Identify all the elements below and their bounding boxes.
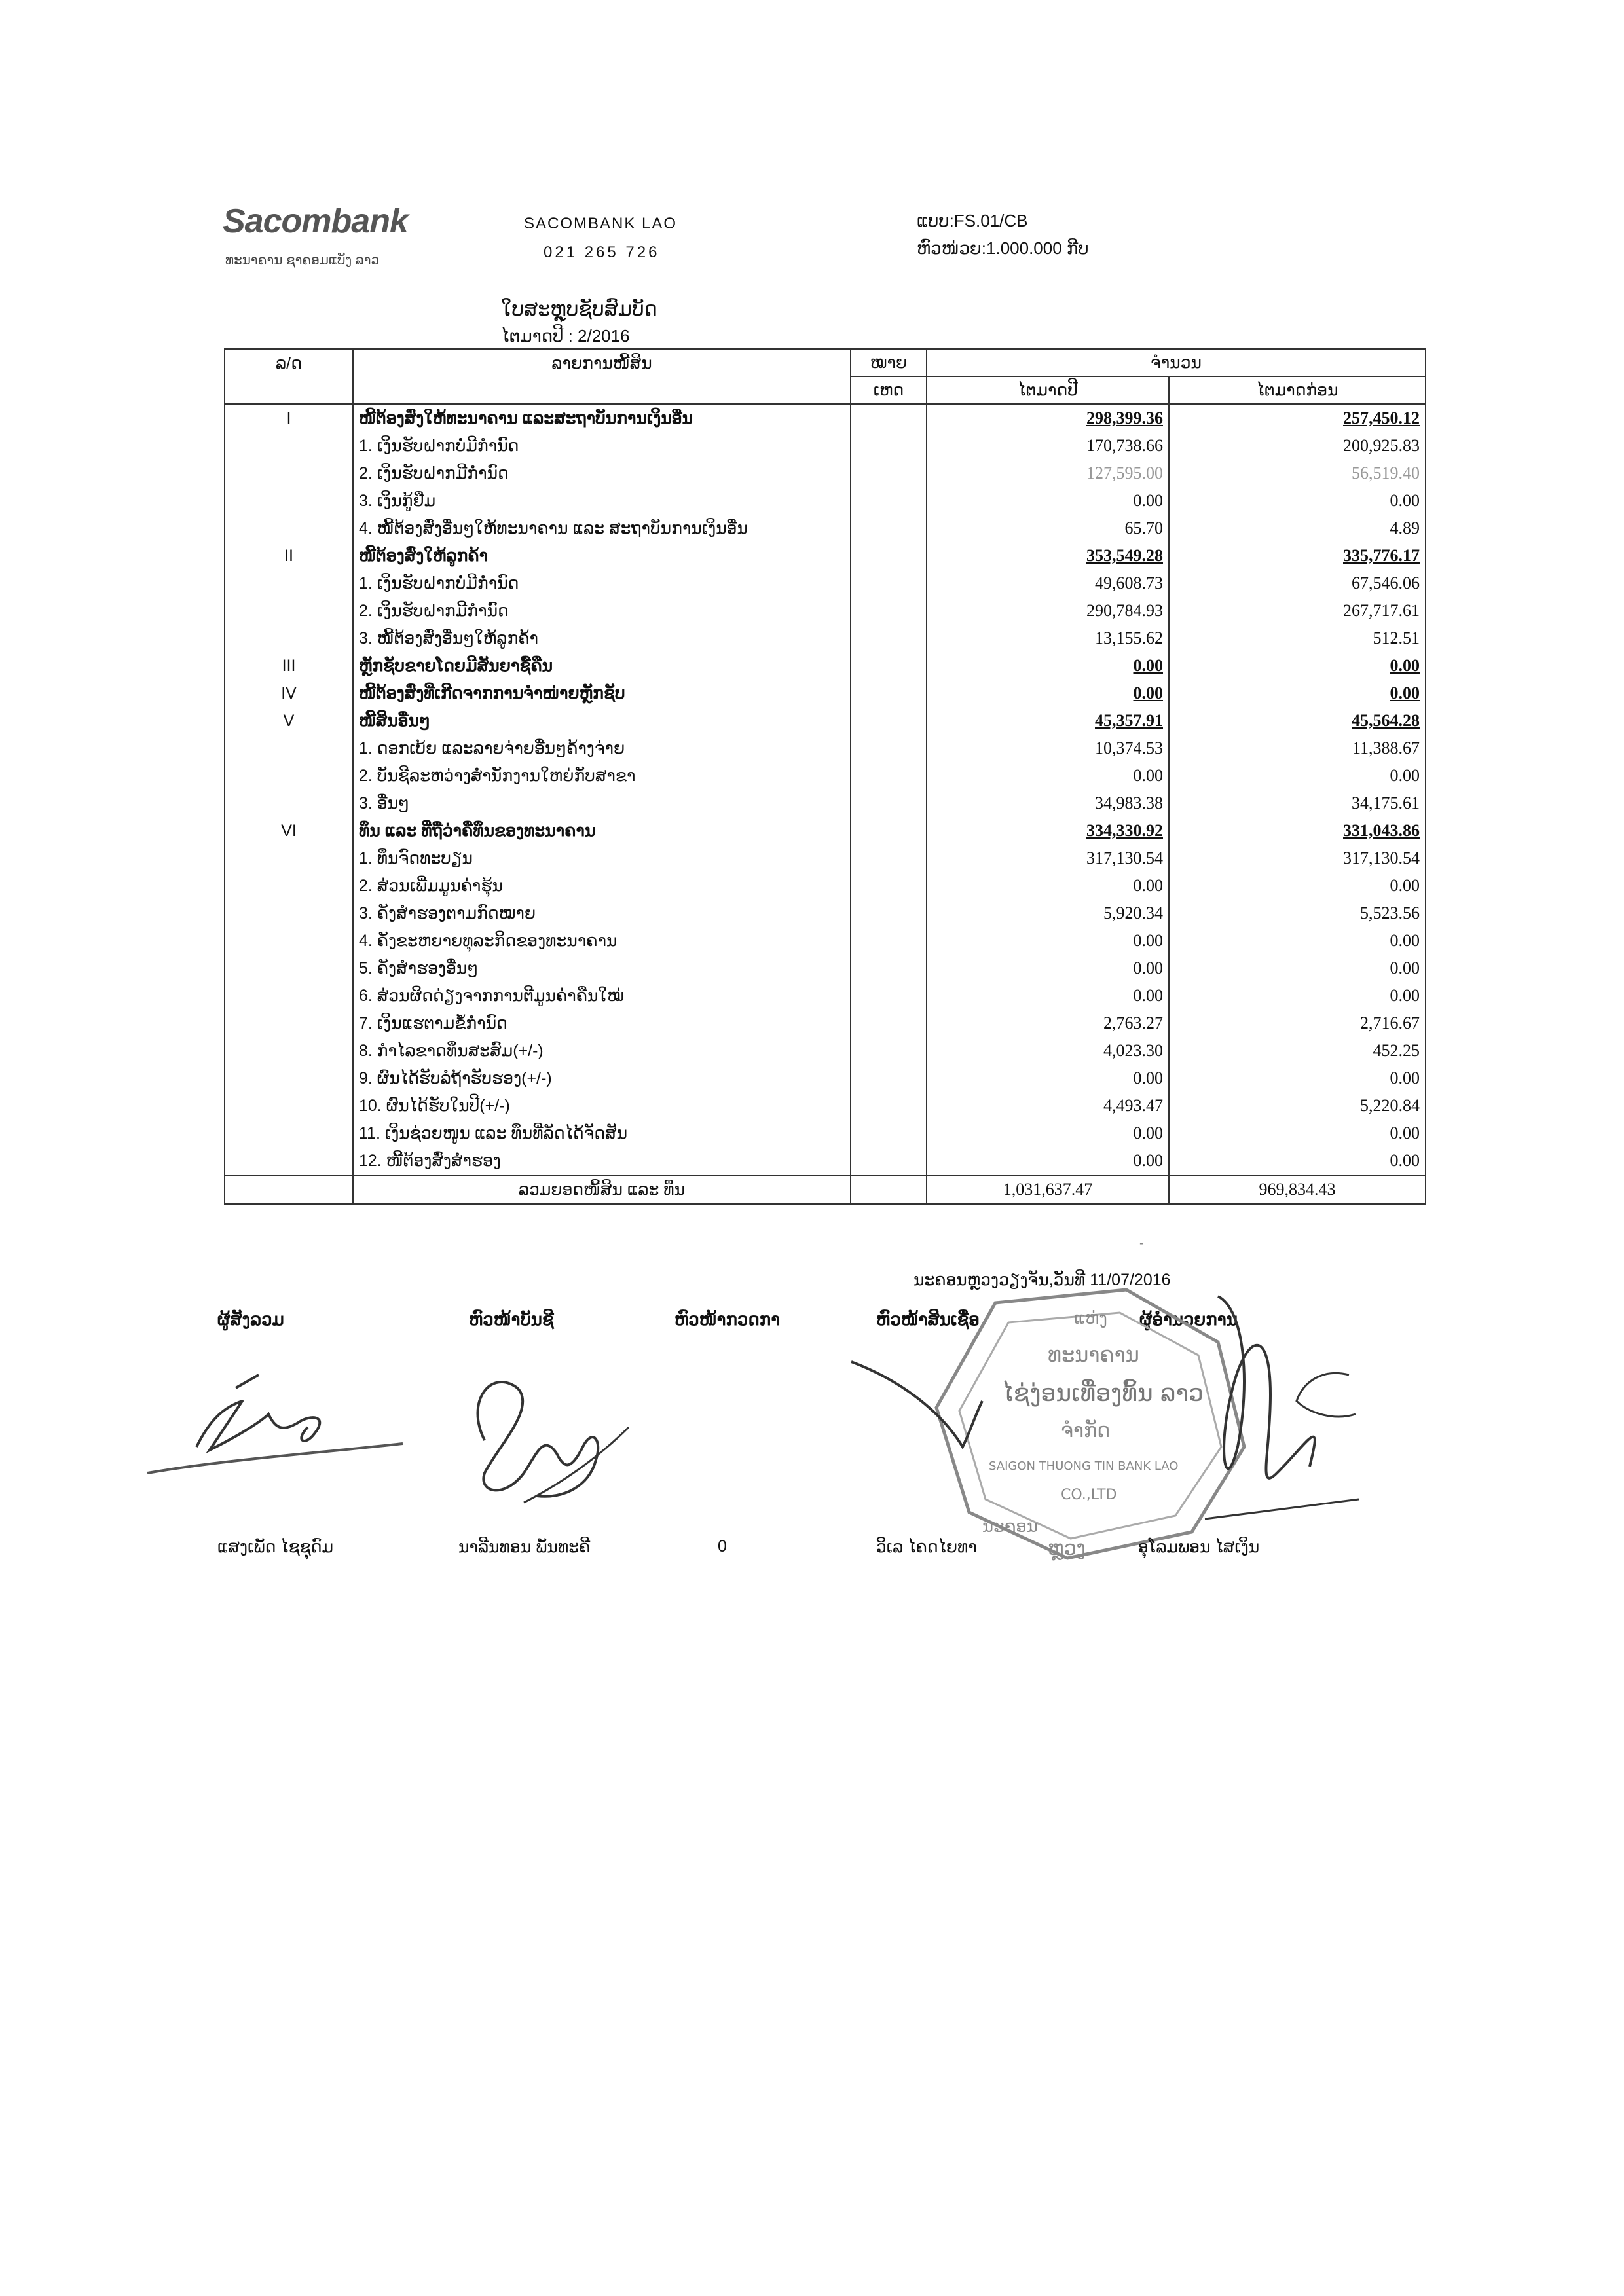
row-no: [225, 1092, 353, 1120]
table-row: [225, 845, 1426, 872]
balance-sheet-table: [224, 348, 1426, 1205]
row-no: [225, 982, 353, 1010]
row-item: 3. ເງິນກູ້ຢືມ: [353, 487, 851, 515]
row-item: ຫຼັກຊັບຂາຍໂດຍມີສັນຍາຊື້ຄືນ: [353, 652, 851, 680]
stamp-line-7: ນະຄອນ: [982, 1517, 1039, 1537]
row-current: 0.00: [927, 762, 1169, 790]
table-row: [225, 1147, 1426, 1175]
row-previous: 0.00: [1169, 955, 1426, 982]
table-row: [225, 487, 1426, 515]
sig-name-director: ອຸໂລມພອນ ໄສເງິນ: [1138, 1538, 1260, 1556]
table-row: [225, 404, 1426, 432]
row-note: [851, 817, 927, 845]
table-row: [225, 1092, 1426, 1120]
row-previous: 0.00: [1169, 982, 1426, 1010]
table-row: [225, 735, 1426, 762]
table-row: [225, 872, 1426, 900]
row-note: [851, 542, 927, 570]
row-item: 6. ສ່ວນຜິດດ່ຽງຈາກການຕີມູນຄ່າຄືນໃໝ່: [353, 982, 851, 1010]
row-note: [851, 955, 927, 982]
signature-compiler: [144, 1362, 406, 1493]
row-previous: 0.00: [1169, 487, 1426, 515]
table-row: [225, 1120, 1426, 1147]
row-item: 11. ເງິນຊ່ວຍໜູນ ແລະ ທຶນທີ່ລັດໄດ້ຈັດສັນ: [353, 1120, 851, 1147]
total-note: [851, 1175, 927, 1204]
row-previous: 331,043.86: [1169, 817, 1426, 845]
table-row: [225, 817, 1426, 845]
row-no: [225, 487, 353, 515]
row-no: [225, 1010, 353, 1037]
row-note: [851, 1065, 927, 1092]
sig-name-compiler: ແສງເພັດ ໄຊຊຸດົມ: [217, 1538, 334, 1556]
row-current: 0.00: [927, 927, 1169, 955]
row-previous: 0.00: [1169, 1120, 1426, 1147]
row-item: 9. ຜົນໄດ້ຮັບລໍຖ້າຮັບຮອງ(+/-): [353, 1065, 851, 1092]
row-current: 13,155.62: [927, 625, 1169, 652]
row-current: 317,130.54: [927, 845, 1169, 872]
page-title: ໃບສະຫຼຸບຊັບສົມບັດ: [501, 299, 657, 320]
row-current: 0.00: [927, 955, 1169, 982]
row-note: [851, 707, 927, 735]
row-item: 3. ໜີ້ຕ້ອງສົ່ງອື່ນໆໃຫ້ລູກຄ້າ: [353, 625, 851, 652]
table-row: [225, 597, 1426, 625]
row-item: 12. ໜີ້ຕ້ອງສົ່ງສຳຮອງ: [353, 1147, 851, 1175]
row-current: 298,399.36: [927, 404, 1169, 432]
col-note-header-bottom: ເຫດ: [851, 376, 927, 404]
table-row: [225, 790, 1426, 817]
period-label: ໄຕມາດປີ : 2/2016: [501, 326, 630, 346]
bank-logo-subtitle: ທະນາຄານ ຊາຄອມແບັງ ລາວ: [225, 253, 380, 268]
row-previous: 0.00: [1169, 1147, 1426, 1175]
row-current: 334,330.92: [927, 817, 1169, 845]
col-previous-header: ໄຕມາດກ່ອນ: [1169, 376, 1426, 404]
total-label: ລວມຍອດໜີ້ສິນ ແລະ ທຶນ: [353, 1175, 851, 1204]
row-previous: 200,925.83: [1169, 432, 1426, 460]
row-current: 0.00: [927, 1147, 1169, 1175]
row-current: 353,549.28: [927, 542, 1169, 570]
row-note: [851, 432, 927, 460]
sig-title-chief-credit: ຫົວໜ້າສິນເຊື່ອ: [876, 1309, 980, 1329]
sig-name-chief-accountant: ນາລີນທອນ ພັນທະຄີ: [458, 1538, 591, 1556]
table-row: [225, 570, 1426, 597]
row-item: 2. ເງິນຮັບຝາກມີກຳນົດ: [353, 597, 851, 625]
col-no-header-blank: [225, 376, 353, 404]
row-note: [851, 872, 927, 900]
col-current-header: ໄຕມາດປີ: [927, 376, 1169, 404]
total-current: 1,031,637.47: [927, 1175, 1169, 1204]
row-previous: 267,717.61: [1169, 597, 1426, 625]
row-note: [851, 1120, 927, 1147]
bank-name: SACOMBANK LAO: [524, 215, 678, 232]
row-no: [225, 1120, 353, 1147]
row-previous: 34,175.61: [1169, 790, 1426, 817]
row-no: [225, 872, 353, 900]
sig-title-chief-accountant: ຫົວໜ້າບັນຊີ: [469, 1309, 554, 1329]
row-no: [225, 790, 353, 817]
row-note: [851, 845, 927, 872]
col-item-header-blank: [353, 376, 851, 404]
row-item: 1. ເງິນຮັບຝາກບໍ່ມີກຳນົດ: [353, 570, 851, 597]
table-row: [225, 900, 1426, 927]
signature-chief-accountant: [445, 1362, 642, 1512]
row-no: [225, 762, 353, 790]
table-row: [225, 982, 1426, 1010]
sig-title-director: ຜູ້ອຳນວຍການ: [1139, 1309, 1238, 1329]
row-item: 2. ສ່ວນເພີ່ມມູນຄ່າຮຸ້ນ: [353, 872, 851, 900]
row-note: [851, 900, 927, 927]
small-dash: -: [1139, 1236, 1144, 1250]
row-note: [851, 1092, 927, 1120]
row-item: ໜີ້ຕ້ອງສົ່ງທີ່ເກີດຈາກການຈຳໜ່າຍຫຼັກຊັບ: [353, 680, 851, 707]
row-previous: 257,450.12: [1169, 404, 1426, 432]
bank-logo: Sacombank: [223, 202, 408, 240]
row-note: [851, 404, 927, 432]
row-no: II: [225, 542, 353, 570]
header-row-top: [225, 349, 1426, 376]
row-note: [851, 515, 927, 542]
row-current: 49,608.73: [927, 570, 1169, 597]
sig-title-compiler: ຜູ້ສັງລວມ: [217, 1309, 284, 1329]
row-no: [225, 625, 353, 652]
row-current: 0.00: [927, 487, 1169, 515]
table-row: [225, 652, 1426, 680]
table-body: [225, 404, 1426, 1175]
row-no: [225, 460, 353, 487]
row-current: 4,493.47: [927, 1092, 1169, 1120]
row-item: 1. ທຶນຈົດທະບຽນ: [353, 845, 851, 872]
row-previous: 0.00: [1169, 927, 1426, 955]
row-current: 5,920.34: [927, 900, 1169, 927]
row-previous: 0.00: [1169, 872, 1426, 900]
row-item: 1. ດອກເບ້ຍ ແລະລາຍຈ່າຍອື່ນໆຄ້າງຈ່າຍ: [353, 735, 851, 762]
row-current: 127,595.00: [927, 460, 1169, 487]
row-item: 3. ຄັງສຳຮອງຕາມກົດໝາຍ: [353, 900, 851, 927]
row-previous: 317,130.54: [1169, 845, 1426, 872]
table-row: [225, 680, 1426, 707]
row-current: 0.00: [927, 872, 1169, 900]
row-no: III: [225, 652, 353, 680]
bank-phone: 021 265 726: [544, 244, 660, 261]
table-row: [225, 515, 1426, 542]
row-no: [225, 1037, 353, 1065]
row-previous: 45,564.28: [1169, 707, 1426, 735]
row-item: ໜີ້ຕ້ອງສົ່ງໃຫ້ທະນາຄານ ແລະສະຖາບັນການເງິນອື່ນ: [353, 404, 851, 432]
certification-date: ນະຄອນຫຼວງວຽງຈັນ,ວັນທີ 11/07/2016: [913, 1271, 1171, 1289]
row-previous: 512.51: [1169, 625, 1426, 652]
total-previous: 969,834.43: [1169, 1175, 1426, 1204]
form-code: ແບບ:FS.01/CB: [917, 211, 1028, 230]
row-no: [225, 900, 353, 927]
row-current: 0.00: [927, 652, 1169, 680]
table-row: [225, 762, 1426, 790]
row-previous: 2,716.67: [1169, 1010, 1426, 1037]
row-item: ໜີ້ສິນອື່ນໆ: [353, 707, 851, 735]
row-note: [851, 1037, 927, 1065]
row-note: [851, 460, 927, 487]
header-row-bottom: [225, 376, 1426, 404]
row-no: VI: [225, 817, 353, 845]
table-row: [225, 625, 1426, 652]
row-current: 0.00: [927, 982, 1169, 1010]
row-item: 7. ເງິນແຮຕາມຂໍ້ກຳນົດ: [353, 1010, 851, 1037]
row-note: [851, 625, 927, 652]
row-no: [225, 570, 353, 597]
row-item: 8. ກຳໄລຂາດທຶນສະສົມ(+/-): [353, 1037, 851, 1065]
row-current: 0.00: [927, 1120, 1169, 1147]
row-note: [851, 927, 927, 955]
row-current: 290,784.93: [927, 597, 1169, 625]
row-previous: 0.00: [1169, 680, 1426, 707]
row-current: 45,357.91: [927, 707, 1169, 735]
row-item: 5. ຄັງສຳຮອງອື່ນໆ: [353, 955, 851, 982]
row-item: 2. ບັນຊີລະຫວ່າງສຳນັກງານໃຫຍ່ກັບສາຂາ: [353, 762, 851, 790]
row-no: [225, 1147, 353, 1175]
row-previous: 56,519.40: [1169, 460, 1426, 487]
row-no: [225, 927, 353, 955]
row-current: 34,983.38: [927, 790, 1169, 817]
row-previous: 335,776.17: [1169, 542, 1426, 570]
row-note: [851, 597, 927, 625]
total-row: [225, 1175, 1426, 1204]
stamp-line-1: ແຫ່ງ: [1074, 1309, 1107, 1328]
table-row: [225, 707, 1426, 735]
col-note-header-top: ໝາຍ: [851, 349, 927, 376]
table-row: [225, 955, 1426, 982]
stamp-line-6: CO.,LTD: [1061, 1487, 1117, 1503]
row-no: I: [225, 404, 353, 432]
table-row: [225, 927, 1426, 955]
row-item: 10. ຜົນໄດ້ຮັບໃນປີ(+/-): [353, 1092, 851, 1120]
row-current: 0.00: [927, 1065, 1169, 1092]
row-no: V: [225, 707, 353, 735]
row-note: [851, 652, 927, 680]
unit-label: ຫົວໜ່ວຍ:1.000.000 ກີບ: [917, 238, 1089, 258]
row-item: 2. ເງິນຮັບຝາກມີກຳນົດ: [353, 460, 851, 487]
row-previous: 5,523.56: [1169, 900, 1426, 927]
row-item: 4. ຄັງຂະຫຍາຍທຸລະກິດຂອງທະນາຄານ: [353, 927, 851, 955]
row-item: 3. ອື່ນໆ: [353, 790, 851, 817]
sig-name-chief-audit: 0: [718, 1537, 727, 1556]
row-previous: 452.25: [1169, 1037, 1426, 1065]
stamp-line-3: ໄຊ່ງ່ອນເທື່ອງທິ້ນ ລາວ: [1002, 1380, 1204, 1407]
row-previous: 0.00: [1169, 762, 1426, 790]
row-note: [851, 487, 927, 515]
row-note: [851, 570, 927, 597]
row-previous: 5,220.84: [1169, 1092, 1426, 1120]
total-no: [225, 1175, 353, 1204]
row-no: [225, 1065, 353, 1092]
row-current: 4,023.30: [927, 1037, 1169, 1065]
sig-name-chief-credit: ວິເລ ໄຄດໄຍທາ: [876, 1538, 977, 1556]
row-previous: 11,388.67: [1169, 735, 1426, 762]
row-note: [851, 1147, 927, 1175]
company-stamp: [851, 1283, 1362, 1565]
col-amount-header: ຈຳນວນ: [927, 349, 1426, 376]
row-no: [225, 597, 353, 625]
stamp-line-4: ຈຳກັດ: [1061, 1419, 1111, 1442]
row-note: [851, 1010, 927, 1037]
row-previous: 0.00: [1169, 652, 1426, 680]
table-row: [225, 432, 1426, 460]
row-previous: 67,546.06: [1169, 570, 1426, 597]
row-item: ໜີ້ຕ້ອງສົ່ງໃຫ້ລູກຄ້າ: [353, 542, 851, 570]
row-no: [225, 735, 353, 762]
row-current: 170,738.66: [927, 432, 1169, 460]
stamp-line-5: SAIGON THUONG TIN BANK LAO: [989, 1459, 1179, 1473]
row-no: [225, 432, 353, 460]
table-row: [225, 1010, 1426, 1037]
row-no: [225, 515, 353, 542]
row-item: 4. ໜີ້ຕ້ອງສົ່ງອື່ນໆໃຫ້ທະນາຄານ ແລະ ສະຖາບັນການເງິນອື່ນ: [353, 515, 851, 542]
col-no-header: ລ/ດ: [225, 349, 353, 376]
table-row: [225, 460, 1426, 487]
row-current: 0.00: [927, 680, 1169, 707]
col-item-header: ລາຍການໜີ້ສິນ: [353, 349, 851, 376]
row-no: [225, 955, 353, 982]
row-note: [851, 762, 927, 790]
row-current: 10,374.53: [927, 735, 1169, 762]
row-no: [225, 845, 353, 872]
table-row: [225, 1065, 1426, 1092]
row-note: [851, 982, 927, 1010]
row-current: 65.70: [927, 515, 1169, 542]
row-previous: 0.00: [1169, 1065, 1426, 1092]
sig-title-chief-audit: ຫົວໜ້າກວດກາ: [674, 1309, 781, 1329]
row-item: 1. ເງິນຮັບຝາກບໍ່ມີກຳນົດ: [353, 432, 851, 460]
stamp-line-2: ທະນາຄານ: [1048, 1342, 1139, 1367]
table-row: [225, 542, 1426, 570]
row-current: 2,763.27: [927, 1010, 1169, 1037]
row-note: [851, 790, 927, 817]
row-note: [851, 735, 927, 762]
row-note: [851, 680, 927, 707]
row-previous: 4.89: [1169, 515, 1426, 542]
stamp-line-8: ຫຼວງ: [1048, 1537, 1086, 1560]
row-no: IV: [225, 680, 353, 707]
row-item: ທຶນ ແລະ ທີ່ຖືວ່າຄືທຶນຂອງທະນາຄານ: [353, 817, 851, 845]
table-row: [225, 1037, 1426, 1065]
